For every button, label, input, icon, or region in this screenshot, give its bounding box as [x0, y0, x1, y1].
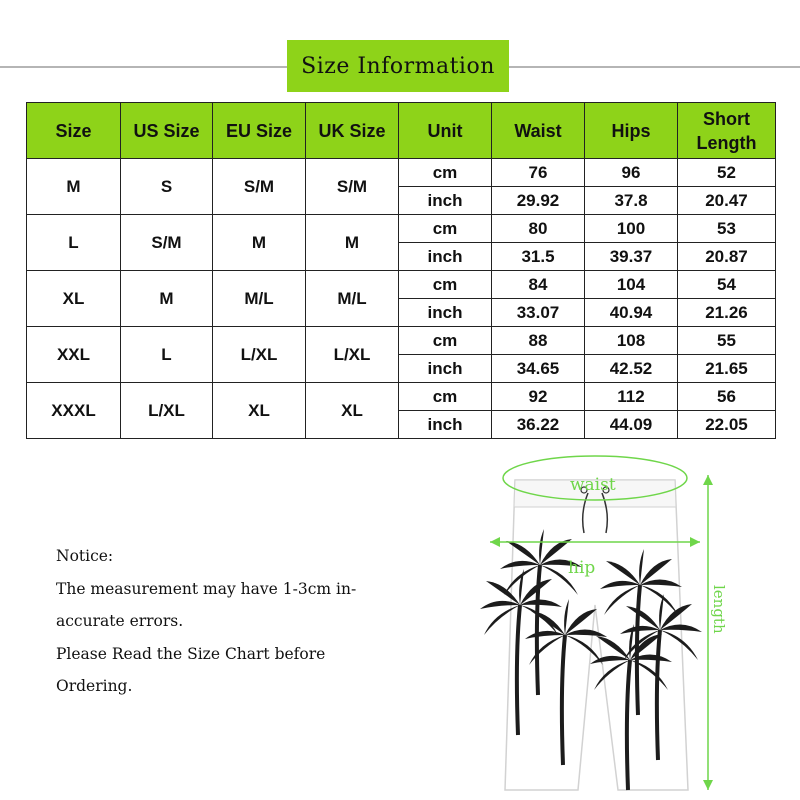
size-cell: L [27, 215, 121, 271]
uk-size-cell: S/M [306, 159, 399, 215]
eu-size-cell: M/L [213, 271, 306, 327]
eu-size-cell: S/M [213, 159, 306, 215]
title-banner [287, 40, 509, 92]
waist-cell: 92 [492, 383, 585, 411]
unit-cell: inch [399, 411, 492, 439]
header-size: Size [27, 103, 121, 159]
us-size-cell: L [121, 327, 213, 383]
waist-cell: 31.5 [492, 243, 585, 271]
header-waist: Waist [492, 103, 585, 159]
size-cell: XL [27, 271, 121, 327]
hips-cell: 104 [585, 271, 678, 299]
length-cell: 20.87 [678, 243, 776, 271]
header-unit: Unit [399, 103, 492, 159]
waist-cell: 29.92 [492, 187, 585, 215]
table-row [27, 271, 776, 299]
unit-cell: inch [399, 355, 492, 383]
palm-tree-board-shorts-icon [480, 480, 702, 790]
unit-cell: cm [399, 159, 492, 187]
size-cell: XXXL [27, 383, 121, 439]
size-cell: M [27, 159, 121, 215]
unit-cell: inch [399, 299, 492, 327]
unit-cell: cm [399, 215, 492, 243]
length-cell: 21.65 [678, 355, 776, 383]
size-cell: XXL [27, 327, 121, 383]
hips-cell: 42.52 [585, 355, 678, 383]
eu-size-cell: XL [213, 383, 306, 439]
notice-line: The measurement may have 1-3cm in- [56, 579, 357, 598]
notice-block [56, 540, 356, 703]
uk-size-cell: M/L [306, 271, 399, 327]
measurement-diagram [470, 445, 780, 795]
header-hips: Hips [585, 103, 678, 159]
unit-cell: inch [399, 187, 492, 215]
table-row [27, 159, 776, 187]
length-label: length [710, 585, 728, 634]
us-size-cell: S [121, 159, 213, 215]
size-table [26, 102, 776, 439]
notice-line: accurate errors. [56, 612, 184, 630]
waist-cell: 33.07 [492, 299, 585, 327]
waist-cell: 34.65 [492, 355, 585, 383]
hips-cell: 39.37 [585, 243, 678, 271]
header-us-size: US Size [121, 103, 213, 159]
table-row [27, 215, 776, 243]
header-short-length: Short Length [678, 103, 776, 159]
uk-size-cell: XL [306, 383, 399, 439]
eu-size-cell: M [213, 215, 306, 271]
hips-cell: 37.8 [585, 187, 678, 215]
length-cell: 22.05 [678, 411, 776, 439]
hips-cell: 44.09 [585, 411, 678, 439]
unit-cell: cm [399, 383, 492, 411]
unit-cell: cm [399, 327, 492, 355]
hips-cell: 112 [585, 383, 678, 411]
hips-cell: 40.94 [585, 299, 678, 327]
waist-cell: 84 [492, 271, 585, 299]
length-cell: 54 [678, 271, 776, 299]
notice-heading: Notice: [56, 547, 114, 565]
waist-cell: 76 [492, 159, 585, 187]
table-row [27, 327, 776, 355]
header-eu-size: EU Size [213, 103, 306, 159]
notice-line: Ordering. [56, 677, 133, 695]
us-size-cell: L/XL [121, 383, 213, 439]
notice-line: Please Read the Size Chart before [56, 644, 326, 663]
length-cell: 55 [678, 327, 776, 355]
length-cell: 56 [678, 383, 776, 411]
waist-cell: 88 [492, 327, 585, 355]
table-row [27, 383, 776, 411]
header-uk-size: UK Size [306, 103, 399, 159]
waist-label: waist [570, 475, 616, 495]
length-cell: 53 [678, 215, 776, 243]
length-cell: 20.47 [678, 187, 776, 215]
size-table-header-row [27, 103, 776, 159]
hip-label: hip [568, 558, 596, 578]
uk-size-cell: L/XL [306, 327, 399, 383]
hips-cell: 108 [585, 327, 678, 355]
hips-cell: 100 [585, 215, 678, 243]
unit-cell: inch [399, 243, 492, 271]
unit-cell: cm [399, 271, 492, 299]
length-cell: 52 [678, 159, 776, 187]
waist-cell: 80 [492, 215, 585, 243]
length-cell: 21.26 [678, 299, 776, 327]
hips-cell: 96 [585, 159, 678, 187]
uk-size-cell: M [306, 215, 399, 271]
eu-size-cell: L/XL [213, 327, 306, 383]
us-size-cell: M [121, 271, 213, 327]
us-size-cell: S/M [121, 215, 213, 271]
page-title: Size Information [301, 53, 495, 79]
waist-cell: 36.22 [492, 411, 585, 439]
